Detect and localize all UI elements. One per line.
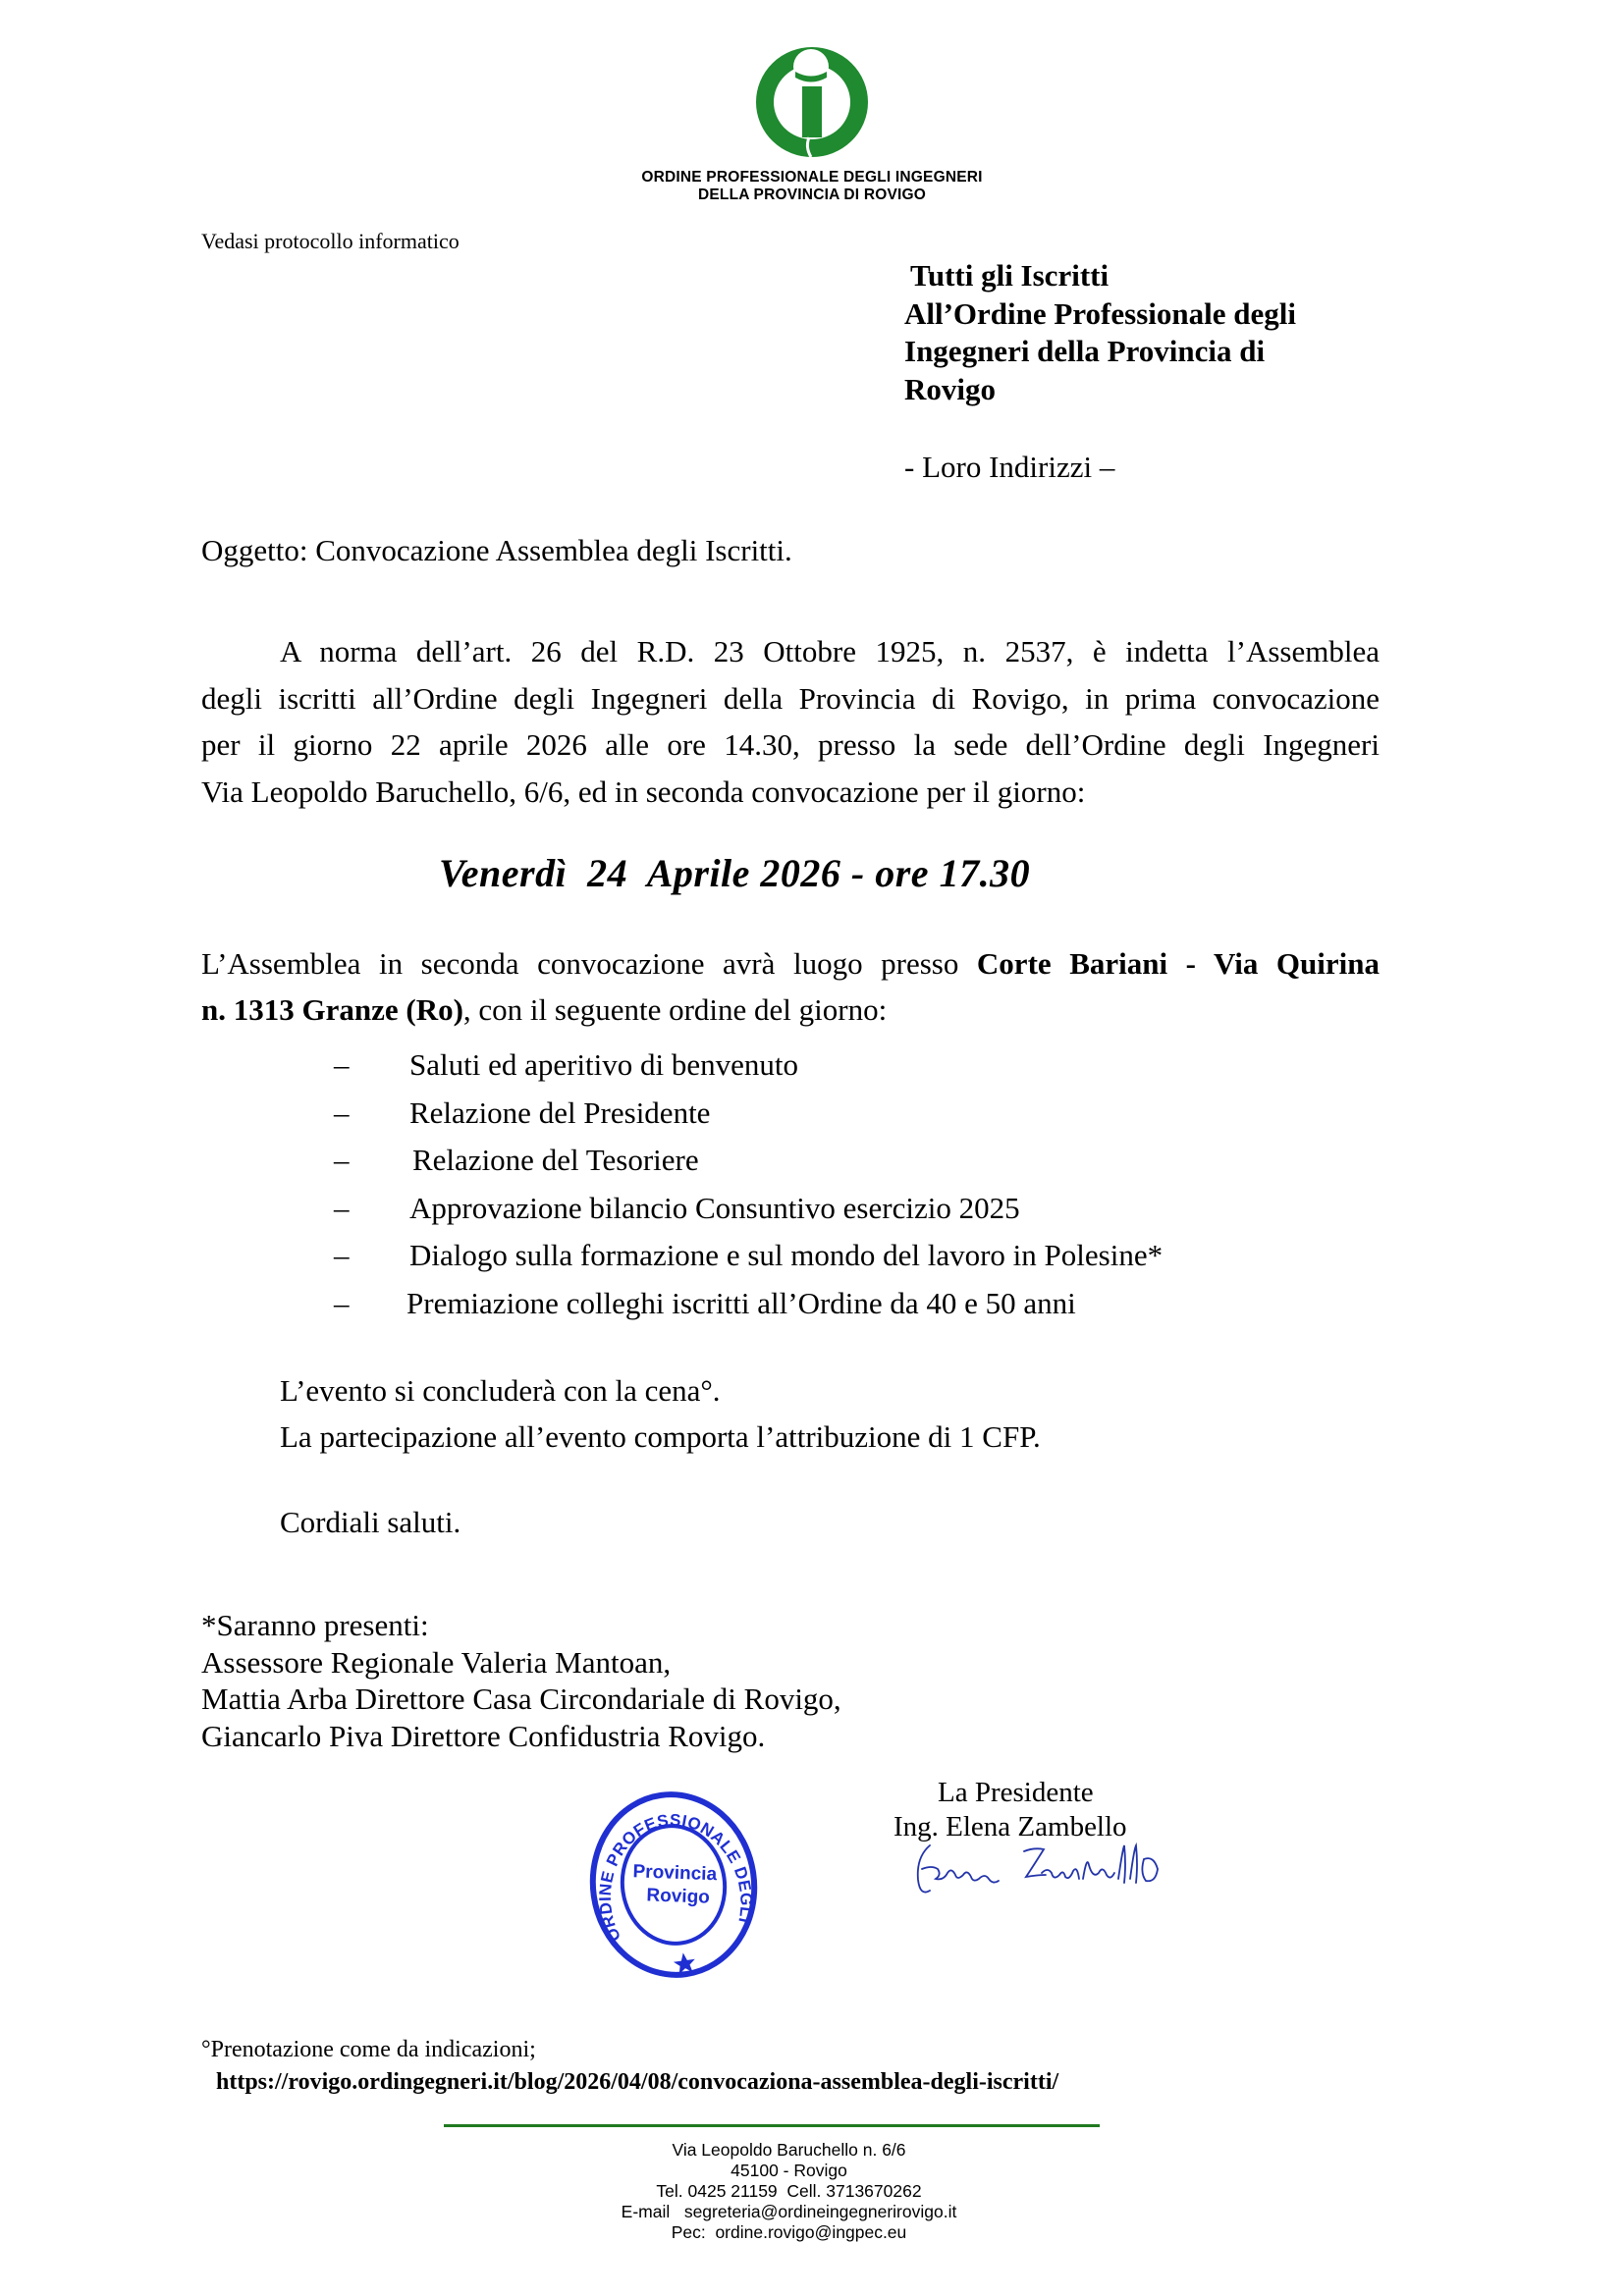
handwritten-signature-icon [908, 1836, 1183, 1904]
booking-note: °Prenotazione come da indicazioni; [201, 2037, 536, 2062]
footer-divider [444, 2124, 1100, 2127]
attendee-item: Mattia Arba Direttore Casa Circondariale di Rovigo, [201, 1682, 841, 1716]
meeting-date: Venerdì 24 Aprile 2026 - ore 17.30 [439, 851, 1031, 895]
cfp-note: La partecipazione all’evento comporta l’attribuzione di 1 CFP. [280, 1419, 1041, 1454]
dash-bullet-icon: – [334, 1143, 350, 1178]
dash-bullet-icon: – [334, 1238, 350, 1273]
agenda-item [334, 1137, 1163, 1185]
agenda-item-label: Relazione del Presidente [409, 1095, 711, 1130]
stamp-ring-text: ORDINE PROFESSIONALE DEGLI [595, 1810, 756, 1945]
agenda-item-label: Approvazione bilancio Consuntivo esercizio 2025 [409, 1190, 1020, 1225]
subject-line: Oggetto: Convocazione Assemblea degli Iscritti. [201, 533, 792, 567]
dash-bullet-icon: – [334, 1095, 350, 1130]
dash-bullet-icon: – [334, 1190, 350, 1225]
recipient-line: Ingegneri della Provincia di [904, 334, 1266, 368]
agenda-item [334, 1090, 1163, 1138]
ingegneri-logo-icon [750, 45, 874, 163]
recipient-line: All’Ordine Professionale degli [904, 295, 1296, 331]
paragraph-line: Via Leopoldo Baruchello, 6/6, ed in seconda convocazione per il giorno: [201, 774, 1086, 809]
dinner-note: L’evento si concluderà con la cena°. [280, 1373, 721, 1408]
footer-contacts [491, 2140, 1087, 2243]
recipient-line: Rovigo [904, 371, 996, 406]
attendee-item: Assessore Regionale Valeria Mantoan, [201, 1644, 672, 1680]
attendees-block [201, 1607, 841, 1754]
agenda-item-label: Premiazione colleghi iscritti all’Ordine da 40 e 50 anni [406, 1285, 1076, 1320]
agenda-item-label: Saluti ed aperitivo di benvenuto [409, 1047, 799, 1082]
greeting: Cordiali saluti. [280, 1505, 461, 1539]
venue-name: Corte Bariani - Via Quirina [976, 946, 1380, 981]
venue-line-1 [201, 940, 1380, 987]
recipient-line: Tutti gli Iscritti [910, 258, 1110, 293]
agenda-item [334, 1041, 1163, 1090]
dash-bullet-icon: – [334, 1285, 350, 1320]
official-stamp-icon [587, 1789, 760, 1981]
paragraph-line: degli iscritti all’Ordine degli Ingegneri della Provincia di Rovigo, in prima convocazione [201, 680, 1380, 716]
footer-email[interactable]: E-mail segreteria@ordineingegnerirovigo.it [621, 2202, 957, 2221]
attendees-heading: *Saranno presenti: [201, 1608, 429, 1642]
protocol-note: Vedasi protocollo informatico [201, 229, 460, 253]
venue-line-2 [201, 992, 887, 1027]
signatory-title: La Presidente [938, 1777, 1094, 1808]
org-name-line-1: ORDINE PROFESSIONALE DEGLI INGEGNERI [641, 169, 983, 186]
recipient-note: - Loro Indirizzi – [904, 450, 1115, 484]
agenda-item-label: Relazione del Tesoriere [412, 1143, 699, 1178]
agenda-list [334, 1041, 1163, 1328]
venue-intro: L’Assemblea in seconda convocazione avrà luogo presso [201, 946, 977, 981]
agenda-item-label: Dialogo sulla formazione e sul mondo del lavoro in Polesine* [409, 1238, 1164, 1273]
org-name-line-2: DELLA PROVINCIA DI ROVIGO [697, 187, 927, 203]
organization-name [491, 169, 1133, 204]
booking-link[interactable]: https://rovigo.ordingegneri.it/blog/2026/04/08/convocaziona-assemblea-degli-iscritti/ [216, 2069, 1059, 2095]
footer-phones: Tel. 0425 21159 Cell. 3713670262 [656, 2181, 922, 2201]
stamp-center-line-1: Provincia [632, 1861, 718, 1886]
recipient-block [904, 257, 1376, 408]
agenda-item [334, 1232, 1163, 1280]
agenda-item [334, 1185, 1163, 1233]
paragraph-line: per il giorno 22 aprile 2026 alle ore 14.30, presso la sede dell’Ordine degli Ingegneri [201, 727, 1380, 762]
attendee-item: Giancarlo Piva Direttore Confidustria Rovigo. [201, 1718, 766, 1753]
venue-address: n. 1313 Granze (Ro) [201, 992, 463, 1027]
signatory-name: Ing. Elena Zambello [893, 1811, 1127, 1842]
stamp-center-line-2: Rovigo [646, 1885, 711, 1908]
footer-city: 45100 - Rovigo [731, 2161, 847, 2180]
footer-address: Via Leopoldo Baruchello n. 6/6 [672, 2140, 906, 2160]
dash-bullet-icon: – [334, 1047, 350, 1082]
paragraph-line: A norma dell’art. 26 del R.D. 23 Ottobre 1925, n. 2537, è indetta l’Assemblea [280, 634, 1380, 668]
agenda-item [334, 1280, 1163, 1328]
venue-paragraph [201, 940, 1380, 1033]
venue-outro: , con il seguente ordine del giorno: [462, 992, 888, 1027]
closing-notes [280, 1367, 1041, 1460]
convocation-paragraph [201, 628, 1380, 815]
footer-pec[interactable]: Pec: ordine.rovigo@ingpec.eu [671, 2222, 907, 2242]
